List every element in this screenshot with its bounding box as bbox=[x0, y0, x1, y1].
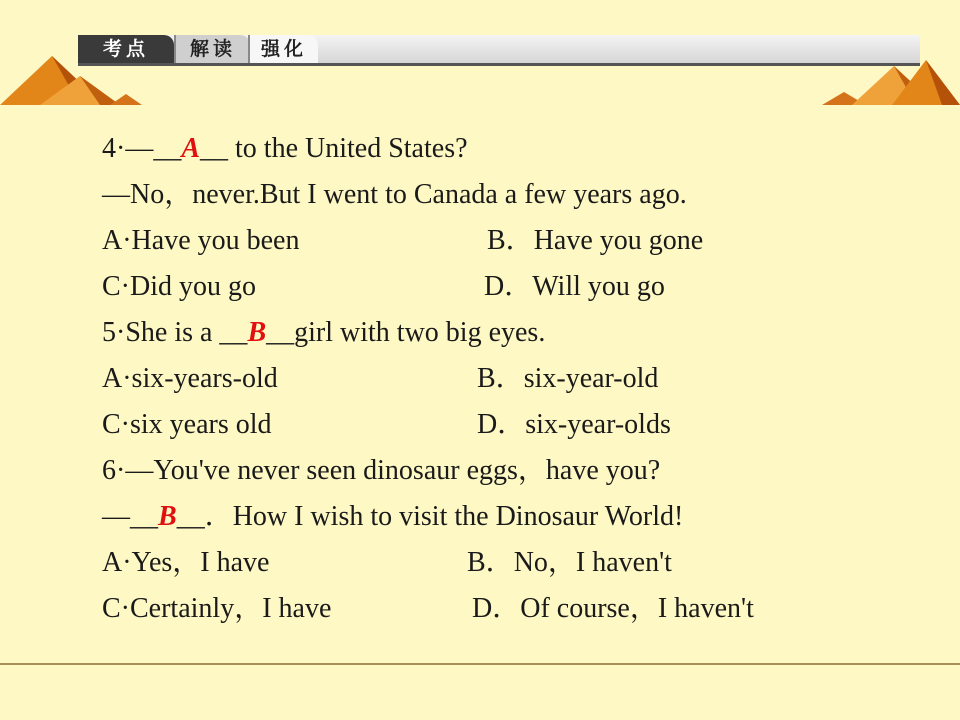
tab-kaodian[interactable]: 考点 bbox=[78, 35, 174, 63]
answer-mark: B bbox=[158, 501, 177, 532]
question-6-stem: 6·—You've never seen dinosaur eggs，have you? bbox=[102, 455, 661, 486]
question-5-options-cd: C·six years old D．six-year-olds bbox=[102, 409, 671, 440]
option-d: six-year-olds bbox=[525, 409, 671, 440]
option-d: Of course，I haven't bbox=[520, 593, 754, 624]
option-b: Have you gone bbox=[533, 225, 704, 256]
question-6-options-ab: A·Yes，I have B．No，I haven't bbox=[102, 547, 672, 578]
question-4-reply: —No，never.But I went to Canada a few years ago. bbox=[102, 179, 687, 210]
option-c: Certainly，I have bbox=[130, 593, 332, 624]
question-6-options-cd: C·Certainly，I have D．Of course，I haven't bbox=[102, 593, 754, 624]
stem-text: __girl with two big eyes. bbox=[266, 317, 546, 348]
option-b: No，I haven't bbox=[513, 547, 672, 578]
question-5-stem: 5·She is a __B__girl with two big eyes. bbox=[102, 317, 546, 348]
stem-text: __ to the United States? bbox=[200, 133, 468, 164]
tab-jiedu[interactable]: 解读 bbox=[174, 35, 250, 63]
header bbox=[0, 0, 960, 110]
option-c: Did you go bbox=[130, 271, 256, 302]
option-c: six years old bbox=[130, 409, 272, 440]
question-6-reply bbox=[102, 494, 922, 540]
option-a: Yes，I have bbox=[131, 547, 270, 578]
answer-mark: A bbox=[181, 133, 201, 164]
question-5-options-ab: A·six-years-old B．six-year-old bbox=[102, 363, 659, 394]
question-4-options-cd: C·Did you go D．Will you go bbox=[102, 271, 665, 302]
question-number: 6 bbox=[102, 455, 116, 486]
reply-text: —__ bbox=[102, 501, 158, 532]
stem-text: —You've never seen dinosaur eggs，have you? bbox=[125, 455, 661, 486]
tab-bar bbox=[78, 35, 920, 66]
option-a: six-years-old bbox=[131, 363, 278, 394]
reply-text: __．How I wish to visit the Dinosaur World! bbox=[176, 501, 684, 532]
question-4-options-ab: A·Have you been B．Have you gone bbox=[102, 225, 704, 256]
option-b: six-year-old bbox=[523, 363, 659, 394]
tab-qianghua[interactable]: 强化 bbox=[248, 35, 318, 63]
footer-divider bbox=[0, 663, 960, 665]
question-number: 5 bbox=[102, 317, 116, 348]
stem-text: —__ bbox=[125, 133, 182, 164]
exercise-content bbox=[102, 126, 922, 632]
answer-mark: B bbox=[247, 317, 267, 348]
question-number: 4 bbox=[102, 133, 116, 164]
stem-text: She is a __ bbox=[125, 317, 248, 348]
question-4-stem: 4·—__A__ to the United States? bbox=[102, 133, 468, 164]
option-a: Have you been bbox=[131, 225, 300, 256]
option-d: Will you go bbox=[532, 271, 665, 302]
